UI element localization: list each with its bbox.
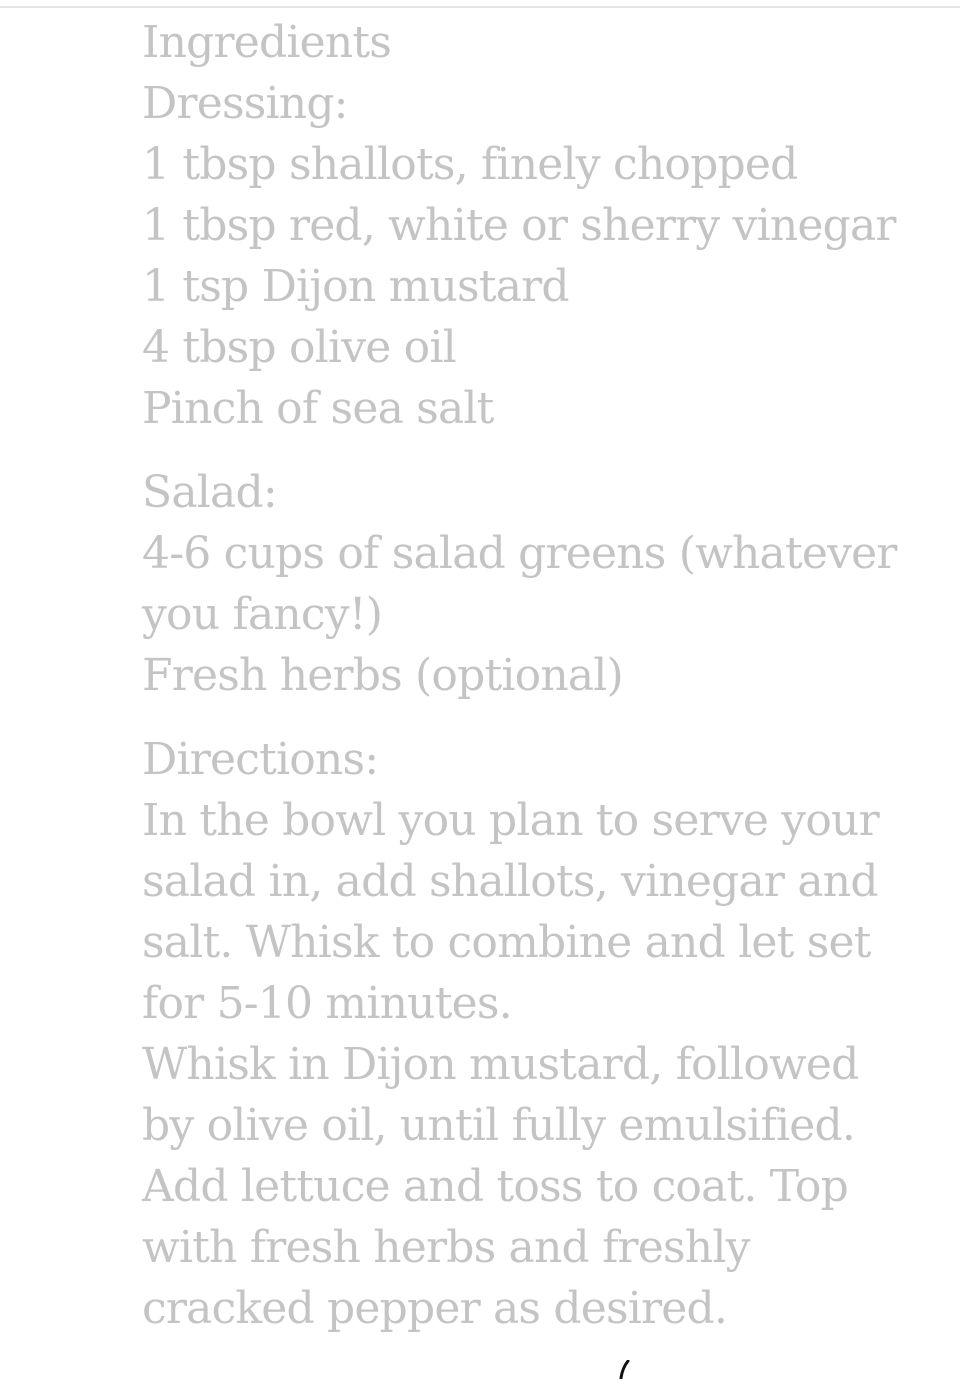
dressing-item: 1 tsp Dijon mustard [142,261,569,312]
stray-pen-mark [614,1360,636,1379]
dressing-item: 1 tbsp shallots, finely chopped [142,139,798,190]
ingredients-heading: Ingredients [142,17,392,68]
dressing-item: Pinch of sea salt [142,383,494,434]
salad-item: you fancy!) [142,589,383,640]
directions-line: cracked pepper as desired. [142,1283,728,1334]
section-gap [142,706,832,729]
directions-line: by olive oil, until fully emulsified. [142,1100,856,1151]
directions-line: Whisk in Dijon mustard, followed [142,1039,859,1090]
salad-item: Fresh herbs (optional) [142,650,623,701]
recipe-text [142,12,897,1339]
directions-line: salt. Whisk to combine and let set [142,917,871,968]
directions-line: Add lettuce and toss to coat. Top [142,1161,848,1212]
top-divider [0,6,960,8]
directions-line: for 5-10 minutes. [142,978,512,1029]
dressing-heading: Dressing: [142,78,348,129]
dressing-item: 1 tbsp red, white or sherry vinegar [142,200,896,251]
salad-heading: Salad: [142,467,277,518]
directions-heading: Directions: [142,734,379,785]
section-gap [142,439,832,462]
salad-item: 4-6 cups of salad greens (whatever [142,528,897,579]
directions-line: salad in, add shallots, vinegar and [142,856,878,907]
directions-line: with fresh herbs and freshly [142,1222,750,1273]
dressing-item: 4 tbsp olive oil [142,322,456,373]
directions-line: In the bowl you plan to serve your [142,795,879,846]
